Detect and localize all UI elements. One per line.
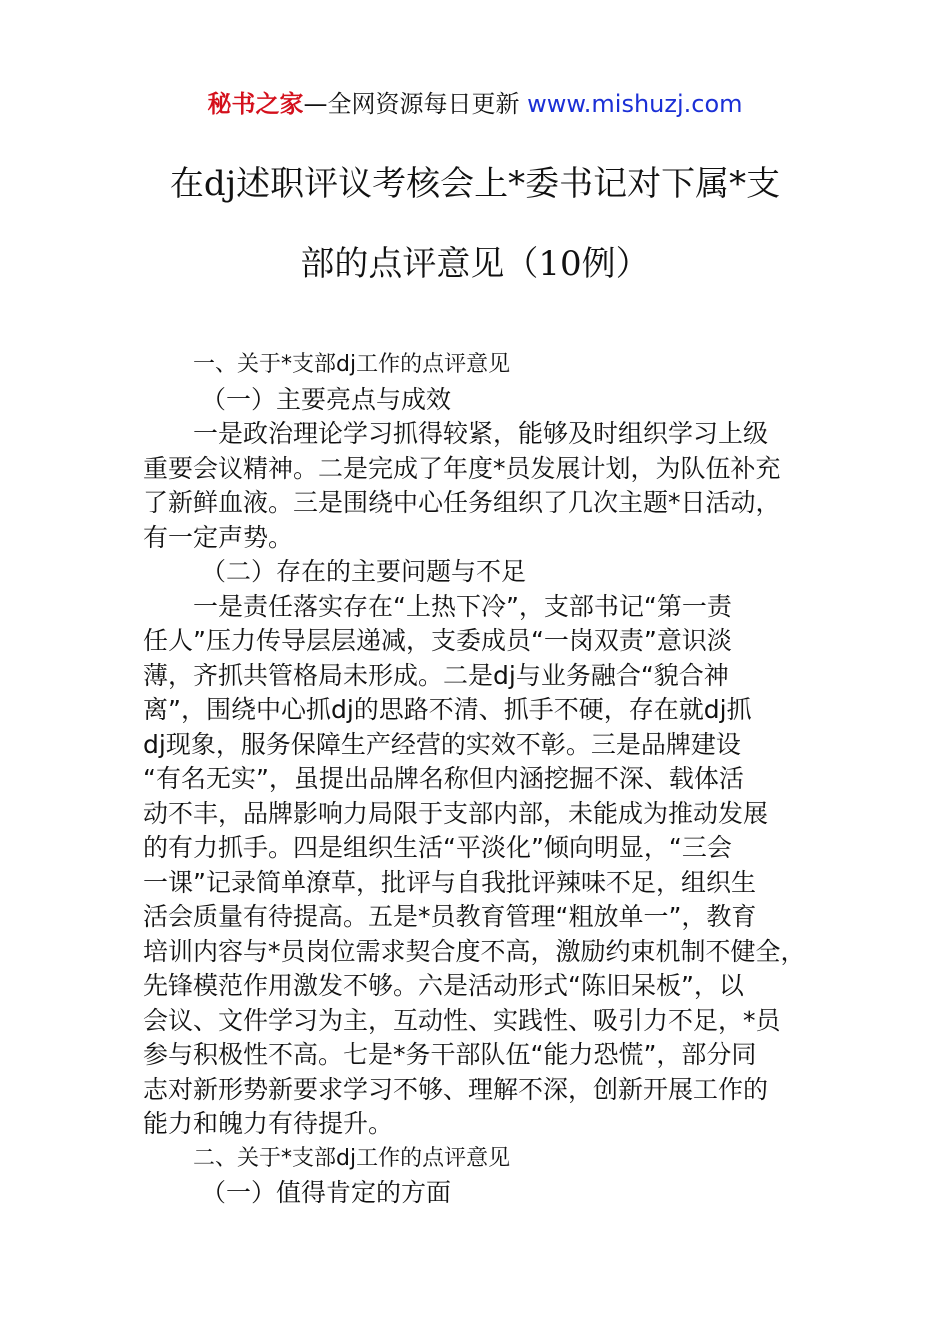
paragraph-line: 有一定声势。 <box>143 522 294 552</box>
paragraph-line: “有名无实”，虽提出品牌名称但内涵挖掘不深、载体活 <box>143 764 744 793</box>
paragraph-line: 一课”记录简单潦草，批评与自我批评辣味不足，组织生 <box>143 867 756 897</box>
site-header <box>0 88 950 120</box>
paragraph-line: 离”，围绕中心抓dj的思路不清、抓手不硬，存在就dj抓 <box>143 695 752 724</box>
site-tagline: —全网资源每日更新 <box>303 90 520 118</box>
paragraph-line: 任人”压力传导层层递减，支委成员“一岗双责”意识淡 <box>143 626 732 655</box>
paragraph-line: 参与积极性不高。七是*务干部队伍“能力恐慌”，部分同 <box>143 1040 757 1069</box>
subsection-heading: （一）值得肯定的方面 <box>201 1178 452 1207</box>
paragraph-line: 了新鲜血液。三是围绕中心任务组织了几次主题*日活动， <box>143 488 781 517</box>
site-url-link[interactable]: www.mishuzj.com <box>527 90 743 118</box>
paragraph-line: 培训内容与*员岗位需求契合度不高，激励约束机制不健全， <box>143 936 806 966</box>
title-line-2: 部的点评意见（10例） <box>300 244 650 284</box>
site-brand: 秘书之家 <box>207 90 304 118</box>
paragraph-line: 的有力抓手。四是组织生活“平淡化”倾向明显，“三会 <box>143 833 732 862</box>
paragraph-line: 重要会议精神。二是完成了年度*员发展计划，为队伍补充 <box>143 453 781 483</box>
paragraph-line: 会议、文件学习为主，互动性、实践性、吸引力不足，*员 <box>143 1005 781 1035</box>
document-title <box>120 158 830 318</box>
paragraph-line: 一是政治理论学习抓得较紧，能够及时组织学习上级 <box>193 419 769 448</box>
paragraph-line: 动不丰，品牌影响力局限于支部内部，未能成为推动发展 <box>143 798 769 828</box>
section-heading: 二、关于*支部dj工作的点评意见 <box>193 1145 511 1171</box>
paragraph-line: 能力和魄力有待提升。 <box>143 1109 394 1138</box>
subsection-heading: （一）主要亮点与成效 <box>201 384 452 414</box>
paragraph-line: dj现象，服务保障生产经营的实效不彰。三是品牌建设 <box>143 729 741 759</box>
document-body <box>143 348 843 1211</box>
paragraph-line: 先锋模范作用激发不够。六是活动形式“陈旧呆板”，以 <box>143 971 744 1000</box>
paragraph-line: 一是责任落实存在“上热下冷”，支部书记“第一责 <box>193 591 732 621</box>
paragraph-line: 志对新形势新要求学习不够、理解不深，创新开展工作的 <box>143 1074 769 1104</box>
paragraph-line: 活会质量有待提高。五是*员教育管理“粗放单一”，教育 <box>143 902 757 931</box>
subsection-heading: （二）存在的主要问题与不足 <box>201 557 527 586</box>
section-heading: 一、关于*支部dj工作的点评意见 <box>193 352 511 377</box>
paragraph-line: 薄，齐抓共管格局未形成。二是dj与业务融合“貌合神 <box>143 660 729 690</box>
title-line-1: 在dj述职评议考核会上*委书记对下属*支 <box>169 164 781 204</box>
